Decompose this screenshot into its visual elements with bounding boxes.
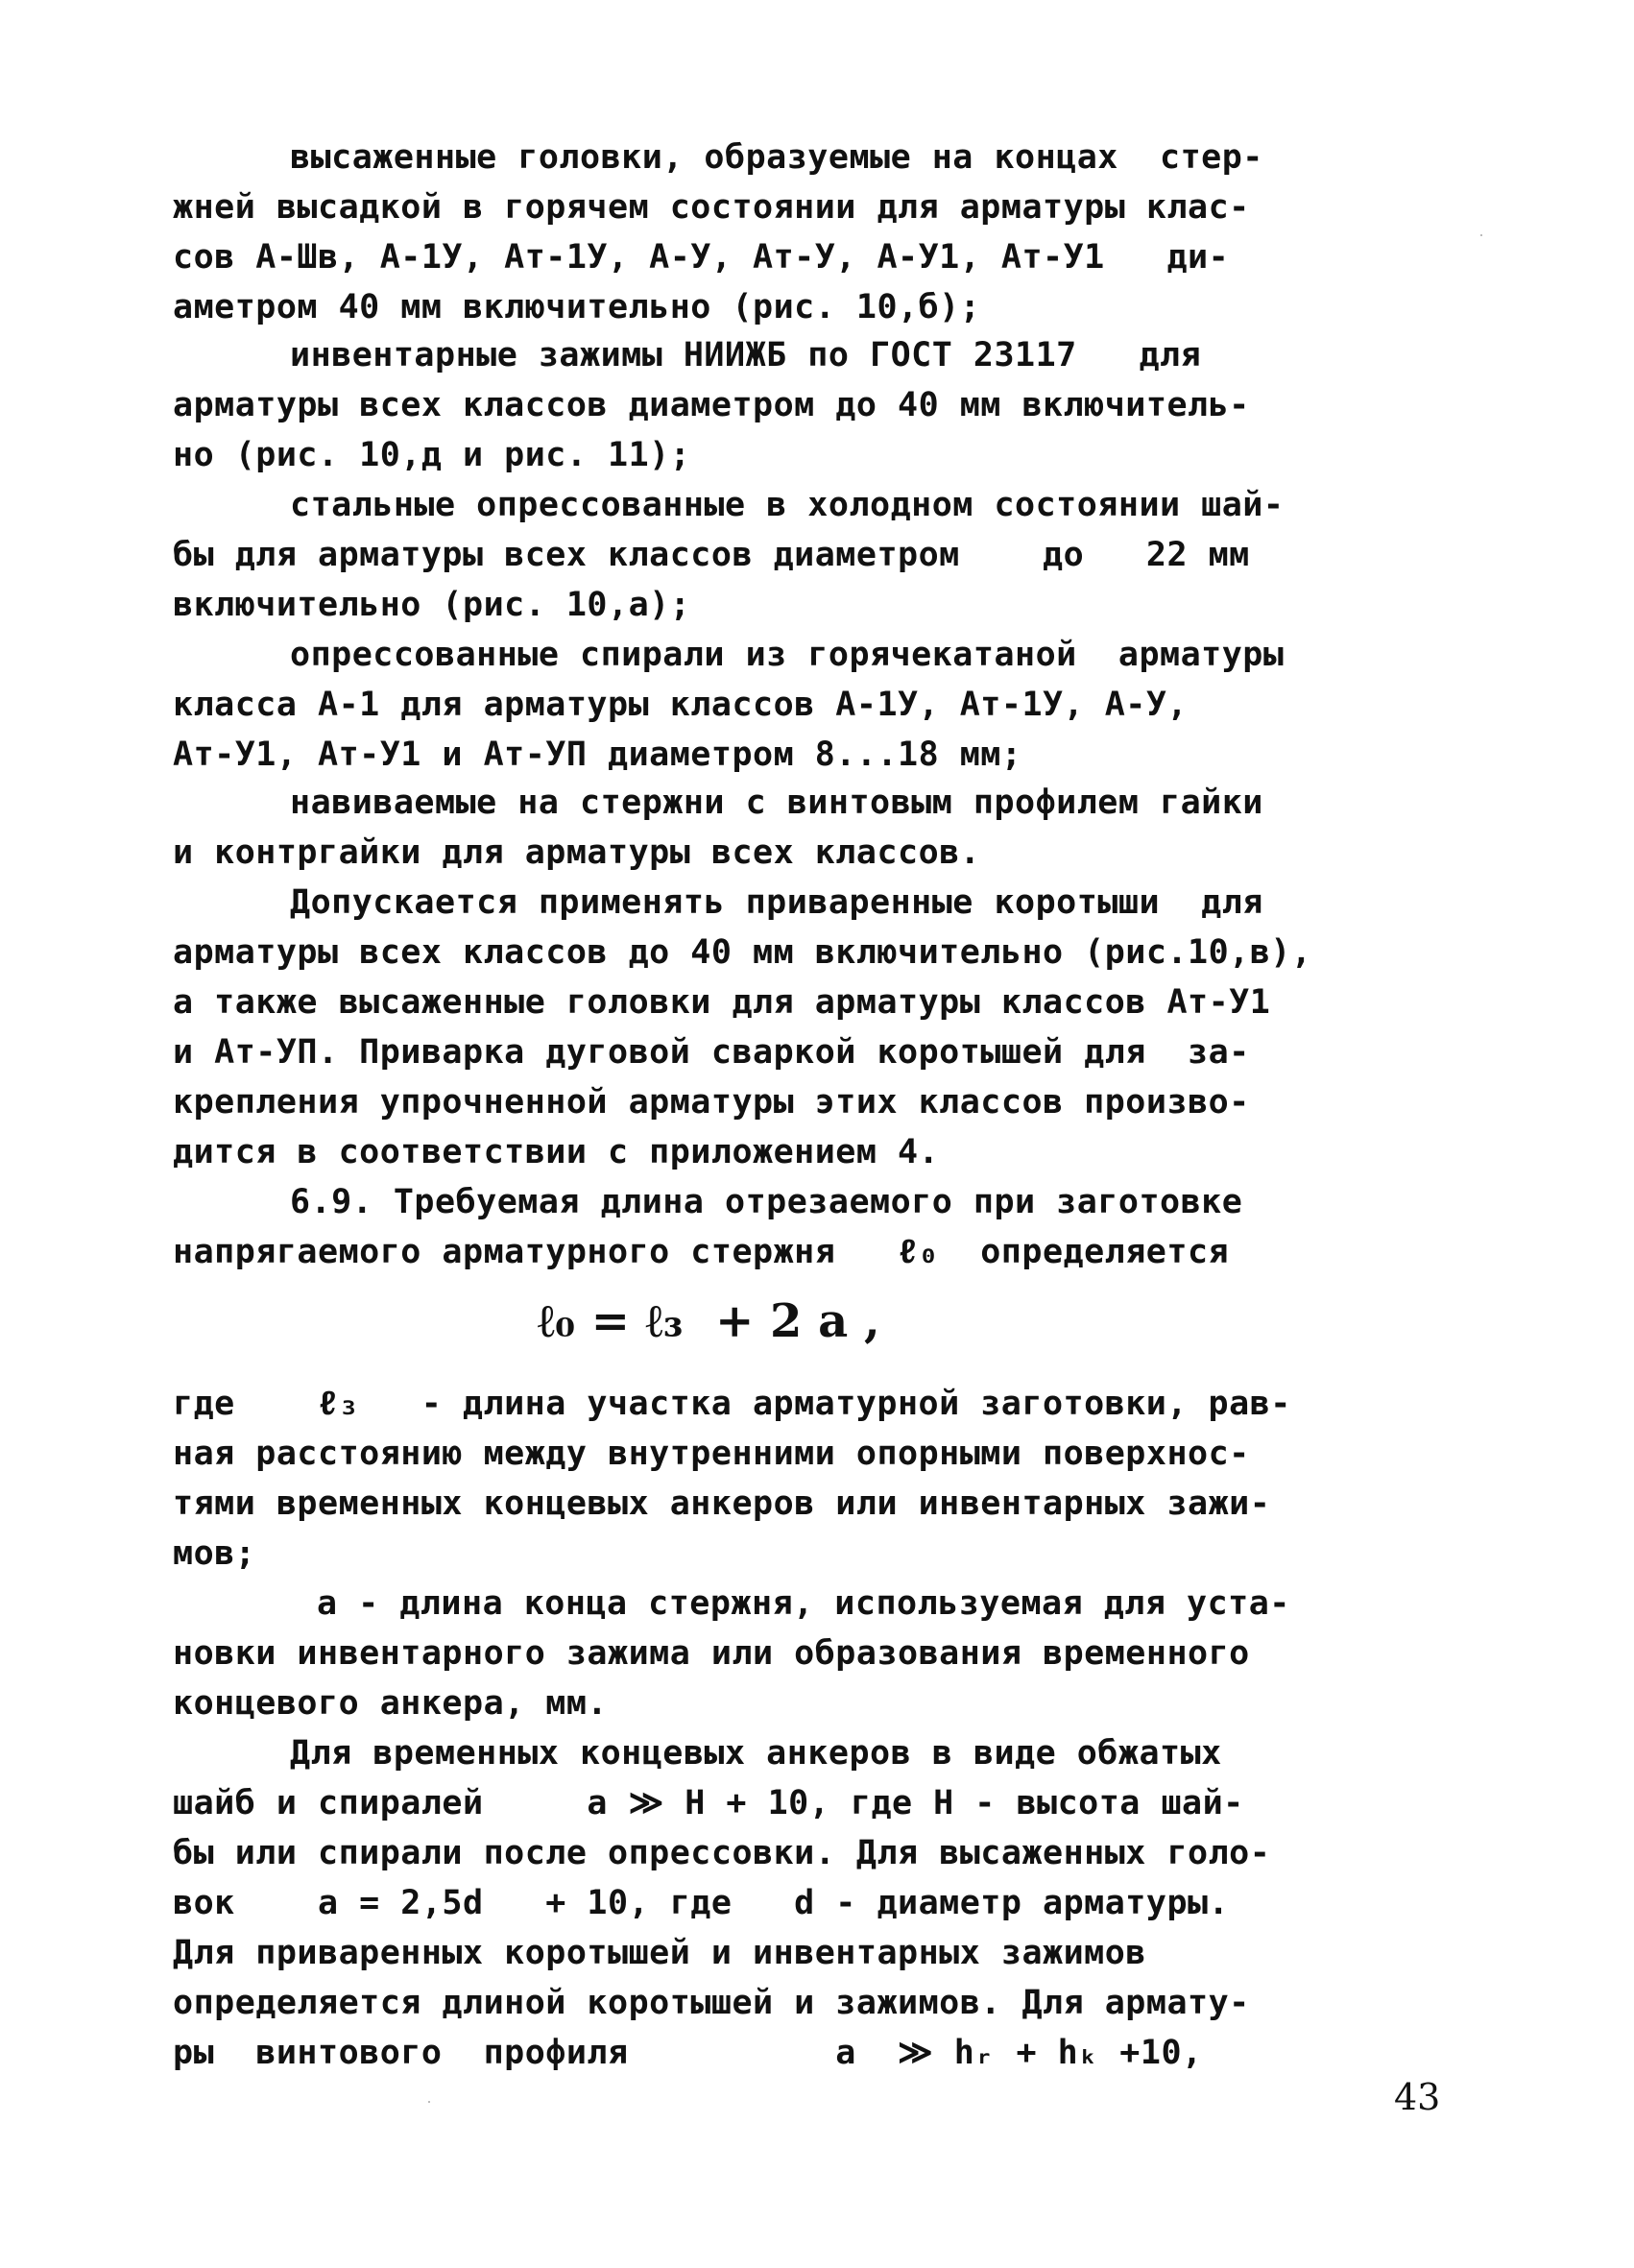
formula: ℓ₀ = ℓ₃ + 2 a , <box>538 1294 880 1348</box>
text-line: новки инвентарного зажима или образования временного <box>173 1634 1250 1673</box>
text-line: сов А-Шв, А-1У, Ат-1У, А-У, Ат-У, А-У1, Ат-У1 ди- <box>173 238 1230 277</box>
text-line: напрягаемого арматурного стержня ℓ₀ определяется <box>173 1233 1230 1271</box>
text-line: Для временных концевых анкеров в виде обжатых <box>290 1734 1222 1773</box>
scan-speck <box>428 2101 430 2103</box>
text-line: Ат-У1, Ат-У1 и Ат-УП диаметром 8...18 мм; <box>173 736 1022 774</box>
text-line: арматуры всех классов до 40 мм включительно (рис.10,в), <box>173 933 1312 972</box>
text-line: стальные опрессованные в холодном состоянии шай- <box>290 486 1285 524</box>
text-line: арматуры всех классов диаметром до 40 мм включитель- <box>173 386 1250 424</box>
text-line: концевого анкера, мм. <box>173 1684 609 1723</box>
text-line: определяется длиной коротышей и зажимов. Для армату- <box>173 1984 1250 2022</box>
page-number: 43 <box>1394 2076 1441 2118</box>
text-line: жней высадкой в горячем состоянии для арматуры клас- <box>173 188 1250 227</box>
text-line: навиваемые на стержни с винтовым профилем гайки <box>290 784 1263 822</box>
text-line: ры винтового профиля a ≫ hᵣ + hₖ +10, <box>173 2034 1203 2072</box>
text-line: где ℓ₃ - длина участка арматурной заготовки, рав- <box>173 1385 1291 1423</box>
text-line: мов; <box>173 1534 256 1573</box>
text-line: и контргайки для арматуры всех классов. <box>173 833 981 872</box>
scan-speck <box>1480 234 1482 236</box>
text-line: инвентарные зажимы НИИЖБ по ГОСТ 23117 для <box>290 336 1202 374</box>
text-line: дится в соответствии с приложением 4. <box>173 1133 940 1171</box>
text-line: высаженные головки, образуемые на концах стер- <box>290 138 1263 177</box>
text-line: 6.9. Требуемая длина отрезаемого при заготовке <box>290 1183 1243 1221</box>
text-line: аметром 40 мм включительно (рис. 10,б); <box>173 288 981 326</box>
text-line: вок a = 2,5d + 10, где d - диаметр арматуры. <box>173 1884 1230 1922</box>
text-line: a - длина конца стержня, используемая для уста- <box>317 1584 1290 1623</box>
text-line: тями временных концевых анкеров или инвентарных зажи- <box>173 1484 1271 1523</box>
text-line: бы или спирали после опрессовки. Для высаженных голо- <box>173 1834 1271 1872</box>
text-line: класса А-1 для арматуры классов А-1У, Ат-1У, А-У, <box>173 686 1189 724</box>
text-line: опрессованные спирали из горячекатаной арматуры <box>290 636 1285 674</box>
text-line: и Ат-УП. Приварка дуговой сваркой коротышей для за- <box>173 1033 1250 1072</box>
text-line: но (рис. 10,д и рис. 11); <box>173 436 691 474</box>
text-line: бы для арматуры всех классов диаметром до 22 мм <box>173 536 1250 574</box>
text-line: ная расстоянию между внутренними опорными поверхнос- <box>173 1435 1250 1473</box>
text-line: Для приваренных коротышей и инвентарных зажимов <box>173 1934 1146 1972</box>
text-line: крепления упрочненной арматуры этих классов произво- <box>173 1083 1250 1122</box>
text-line: включительно (рис. 10,а); <box>173 586 691 624</box>
text-line: Допускается применять приваренные коротыши для <box>290 883 1263 922</box>
text-line: а также высаженные головки для арматуры классов Ат-У1 <box>173 983 1271 1022</box>
text-line: шайб и спиралей a ≫ Н + 10, где Н - высота шай- <box>173 1784 1244 1822</box>
